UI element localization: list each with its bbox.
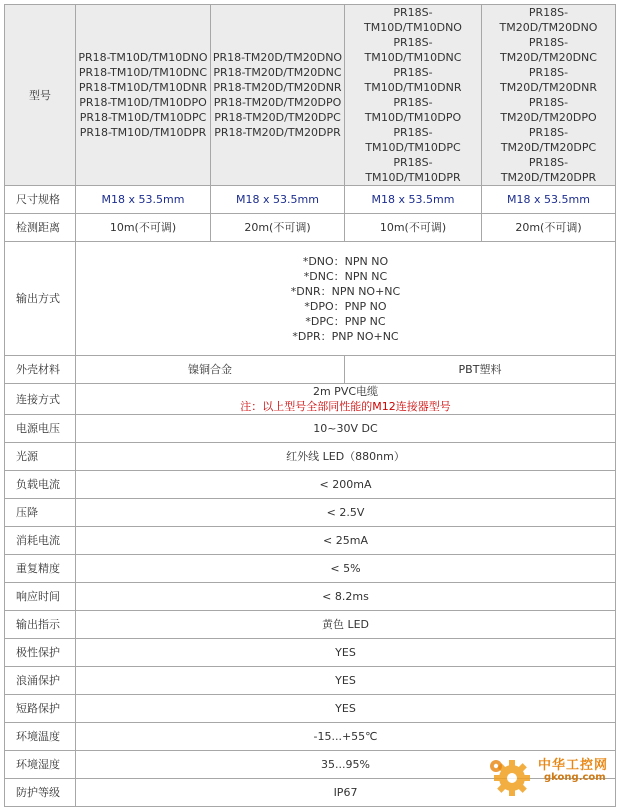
output-label: 输出方式 — [5, 242, 76, 356]
connection-value: 2m PVC电缆 注：以上型号全部同性能的M12连接器型号 — [76, 384, 616, 415]
spec-row — [5, 443, 616, 471]
model-cell-2: PR18-TM20D/TM20DNO PR18-TM20D/TM20DNC PR18-TM20D/TM20DNR PR18-TM20D/TM20DPO PR18-TM20D/TM20DPC PR18-TM20D/TM20DPR — [211, 5, 345, 186]
spec-label: 防护等级 — [5, 779, 76, 807]
spec-label: 短路保护 — [5, 695, 76, 723]
spec-label: 压降 — [5, 499, 76, 527]
spec-row — [5, 667, 616, 695]
spec-row — [5, 415, 616, 443]
spec-value: < 8.2ms — [76, 583, 616, 611]
distance-value-1: 10m(不可调) — [76, 214, 211, 242]
spec-label: 输出指示 — [5, 611, 76, 639]
spec-row — [5, 555, 616, 583]
housing-value-plastic: PBT塑料 — [345, 356, 616, 384]
size-value-1: M18 x 53.5mm — [76, 186, 211, 214]
spec-label: 极性保护 — [5, 639, 76, 667]
spec-label: 负载电流 — [5, 471, 76, 499]
model-cell-4: PR18S- TM20D/TM20DNO PR18S- TM20D/TM20DNC PR18S- TM20D/TM20DNR PR18S- TM20D/TM20DPO PR18S- TM20D/TM20DPC PR18S- TM20D/TM20DPR — [482, 5, 616, 186]
model-cell-3: PR18S- TM10D/TM10DNO PR18S- TM10D/TM10DNC PR18S- TM10D/TM10DNR PR18S- TM10D/TM10DPO PR18S- TM10D/TM10DPC PR18S- TM10D/TM10DPR — [345, 5, 482, 186]
size-value-3: M18 x 53.5mm — [345, 186, 482, 214]
size-value-4: M18 x 53.5mm — [482, 186, 616, 214]
spec-row — [5, 723, 616, 751]
spec-row — [5, 471, 616, 499]
watermark-title: 中华工控网 — [538, 758, 609, 773]
housing-value-metal: 镍铜合金 — [76, 356, 345, 384]
spec-label: 环境温度 — [5, 723, 76, 751]
model-row — [5, 5, 616, 186]
distance-value-3: 10m(不可调) — [345, 214, 482, 242]
distance-label: 检测距离 — [5, 214, 76, 242]
spec-row — [5, 583, 616, 611]
model-cell-1: PR18-TM10D/TM10DNO PR18-TM10D/TM10DNC PR18-TM10D/TM10DNR PR18-TM10D/TM10DPO PR18-TM10D/TM10DPC PR18-TM10D/TM10DPR — [76, 5, 211, 186]
connection-note: 注：以上型号全部同性能的M12连接器型号 — [240, 400, 451, 413]
spec-label: 环境湿度 — [5, 751, 76, 779]
spec-label: 电源电压 — [5, 415, 76, 443]
housing-label: 外壳材料 — [5, 356, 76, 384]
size-label: 尺寸规格 — [5, 186, 76, 214]
size-value-2: M18 x 53.5mm — [211, 186, 345, 214]
distance-value-2: 20m(不可调) — [211, 214, 345, 242]
spec-label: 消耗电流 — [5, 527, 76, 555]
spec-value: YES — [76, 639, 616, 667]
spec-value: < 5% — [76, 555, 616, 583]
spec-value: 35...95% — [76, 751, 616, 779]
spec-value: -15...+55℃ — [76, 723, 616, 751]
distance-value-4: 20m(不可调) — [482, 214, 616, 242]
output-value: *DNO：NPN NO *DNC：NPN NC *DNR：NPN NO+NC *DPO：PNP NO *DPC：PNP NC *DPR：PNP NO+NC — [76, 242, 616, 356]
spec-value: < 25mA — [76, 527, 616, 555]
output-row — [5, 242, 616, 356]
spec-row — [5, 639, 616, 667]
spec-value: YES — [76, 667, 616, 695]
spec-label: 光源 — [5, 443, 76, 471]
spec-value: YES — [76, 695, 616, 723]
spec-table — [4, 4, 616, 807]
spec-value: 10~30V DC — [76, 415, 616, 443]
spec-row — [5, 695, 616, 723]
housing-row — [5, 356, 616, 384]
spec-value: < 200mA — [76, 471, 616, 499]
spec-row — [5, 499, 616, 527]
connection-label: 连接方式 — [5, 384, 76, 415]
watermark-domain: gkong.com — [544, 772, 606, 783]
model-label: 型号 — [5, 5, 76, 186]
spec-row — [5, 611, 616, 639]
spec-value: 黄色 LED — [76, 611, 616, 639]
spec-row — [5, 527, 616, 555]
distance-row — [5, 214, 616, 242]
spec-value: 红外线 LED（880nm） — [76, 443, 616, 471]
spec-value: IP67 — [76, 779, 616, 807]
spec-label: 响应时间 — [5, 583, 76, 611]
connection-row — [5, 384, 616, 415]
spec-value: < 2.5V — [76, 499, 616, 527]
spec-label: 重复精度 — [5, 555, 76, 583]
spec-label: 浪涌保护 — [5, 667, 76, 695]
size-row — [5, 186, 616, 214]
